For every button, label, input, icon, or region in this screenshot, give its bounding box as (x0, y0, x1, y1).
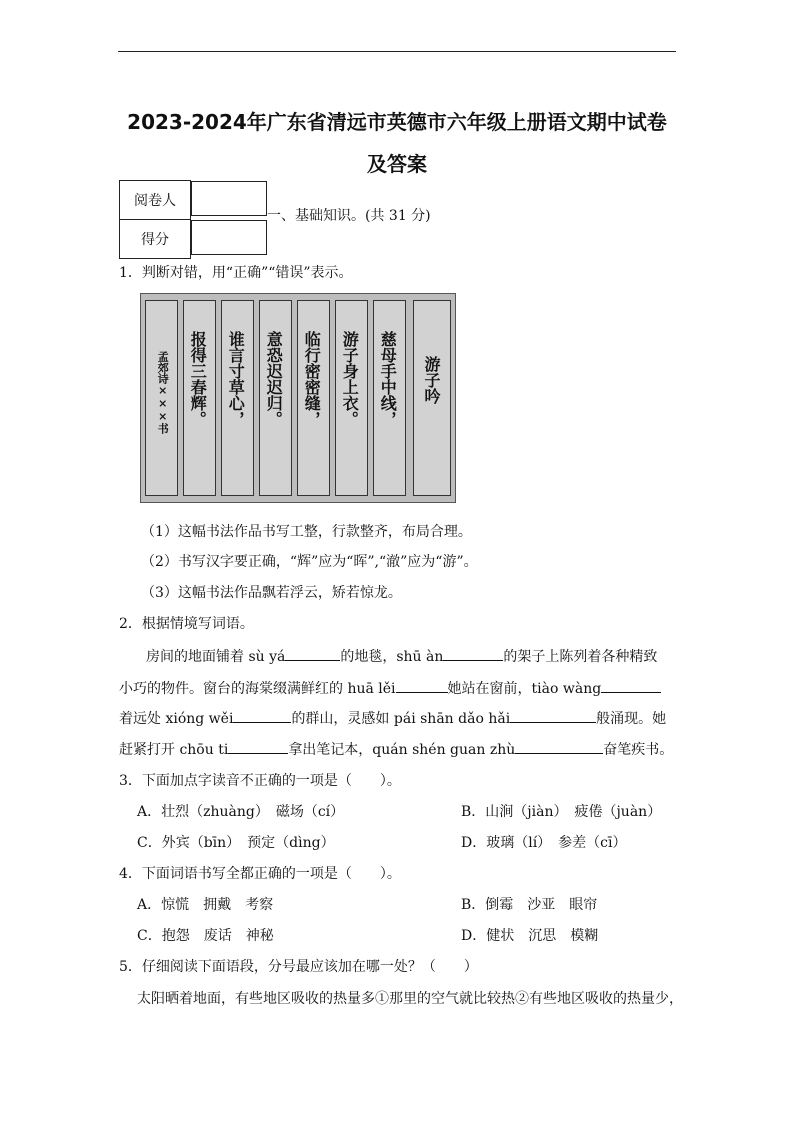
score-cell[interactable] (191, 220, 267, 255)
reviewer-cell[interactable] (191, 181, 267, 216)
q3-option-d: D．玻璃（lí） 参差（cī） (461, 835, 627, 851)
score-table (119, 180, 268, 259)
calli-col: 孟郊诗×××书 (145, 300, 178, 496)
q2-line-1: 房间的地面铺着 sù yá 的地毯，shū àn 的架子上陈列着各种精致 (146, 649, 658, 665)
q3-option-b: B．山涧（jiàn） 疲倦（juàn） (461, 804, 662, 820)
q4-stem: 4．下面词语书写全都正确的一项是（ ）。 (119, 866, 401, 882)
answer-blank[interactable] (233, 709, 291, 723)
q4-option-d: D．健状 沉思 模糊 (461, 928, 599, 944)
calli-col: 游子身上衣。 (335, 300, 368, 496)
calli-col: 临行密密缝， (297, 300, 330, 496)
calli-col: 游子吟 (413, 300, 451, 496)
score-label: 得分 (120, 220, 191, 259)
answer-blank[interactable] (515, 740, 603, 754)
header-rule (118, 51, 676, 52)
calligraphy-image (140, 293, 456, 503)
q3-option-c: C．外宾（bīn） 预定（dìng） (137, 835, 335, 851)
answer-blank[interactable] (228, 740, 288, 754)
q1-item-2: （2）书写汉字要正确，“辉”应为“晖”,“澈”应为“游”。 (141, 554, 478, 570)
q2-line-2: 小巧的物件。窗台的海棠缀满鲜红的 huā lěi 她站在窗前，tiào wàng (119, 678, 661, 698)
answer-blank[interactable] (601, 679, 661, 693)
q3-option-a: A．壮烈（zhuàng） 磁场（cí） (137, 804, 345, 820)
q3-stem: 3．下面加点字读音不正确的一项是（ ）。 (119, 773, 401, 789)
answer-blank[interactable] (285, 647, 340, 661)
calli-col: 谁言寸草心， (221, 300, 254, 496)
q1-item-1: （1）这幅书法作品书写工整，行款整齐，布局合理。 (141, 524, 472, 540)
q5-stem: 5．仔细阅读下面语段，分号最应该加在哪一处？（ ） (119, 959, 478, 975)
q1-item-3: （3）这幅书法作品飘若浮云，矫若惊龙。 (141, 585, 402, 601)
q2-line-4: 赶紧打开 chōu ti 拿出笔记本，quán shén guan zhù 奋笔疾书。 (119, 742, 674, 758)
calli-col: 报得三春辉。 (183, 300, 216, 496)
answer-blank[interactable] (396, 679, 448, 693)
q4-option-c: C．抱怨 废话 神秘 (137, 928, 274, 944)
q4-option-a: A．惊慌 拥戴 考察 (137, 897, 274, 913)
answer-blank[interactable] (510, 709, 596, 723)
answer-blank[interactable] (443, 647, 503, 661)
calli-col: 意恐迟迟归。 (259, 300, 292, 496)
reviewer-label: 阅卷人 (120, 181, 191, 220)
calli-col: 慈母手中线， (373, 300, 406, 496)
q4-option-b: B．倒霉 沙亚 眼帘 (461, 897, 598, 913)
page-title: 2023-2024年广东省清远市英德市六年级上册语文期中试卷 (127, 110, 667, 134)
q1-stem: 1．判断对错，用“正确”“错误”表示。 (119, 265, 353, 281)
page-title-cont: 及答案 (367, 152, 427, 176)
q2-stem: 2．根据情境写词语。 (119, 616, 254, 632)
q2-line-3: 着远处 xióng wěi 的群山，灵感如 pái shān dǎo hǎi 般涌现。她 (119, 711, 667, 727)
section-heading: 一、基础知识。(共 31 分) (267, 208, 431, 224)
q5-passage: 太阳晒着地面，有些地区吸收的热量多①那里的空气就比较热②有些地区吸收的热量少， (137, 991, 683, 1007)
